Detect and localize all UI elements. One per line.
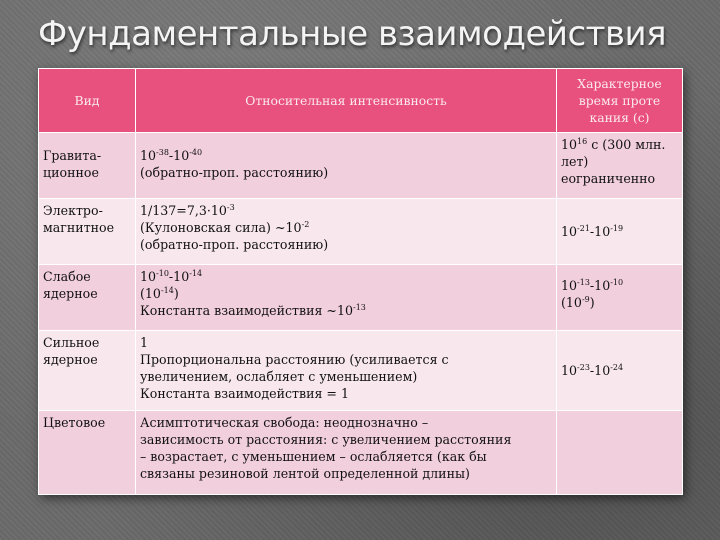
time-cell xyxy=(557,331,683,411)
time-cell xyxy=(557,199,683,265)
intensity-line: связаны резиновой лентой определенной длины) xyxy=(140,466,470,481)
kind-cell xyxy=(39,133,136,199)
intensity-cell xyxy=(136,199,557,265)
time-cell xyxy=(557,133,683,199)
intensity-cell xyxy=(136,133,557,199)
interactions-table xyxy=(38,68,683,495)
header-time-line: время проте xyxy=(578,93,661,108)
table-row xyxy=(39,199,683,265)
time-line: $10^{16}$ с (300 млн. xyxy=(561,137,666,152)
table-header-row xyxy=(39,69,683,133)
time-line: $10^{-23}-10^{-24}$ xyxy=(561,363,624,378)
kind-line: Гравита- xyxy=(43,148,102,163)
table-row xyxy=(39,265,683,331)
time-line: $10^{-13}-10^{-10}$ xyxy=(561,278,624,293)
time-line: $(10^{-9})$ xyxy=(561,295,595,310)
kind-cell xyxy=(39,411,136,495)
intensity-line: – возрастает, с уменьшением – ослабляется (как бы xyxy=(140,449,487,464)
time-cell xyxy=(557,411,683,495)
intensity-line: (обратно-проп. расстоянию) xyxy=(140,237,329,252)
intensity-cell xyxy=(136,411,557,495)
intensity-line: (обратно-проп. расстоянию) xyxy=(140,165,329,180)
table-row xyxy=(39,331,683,411)
kind-line: ционное xyxy=(43,165,99,180)
intensity-line: 1 xyxy=(140,335,149,350)
header-time-line: кания (с) xyxy=(589,110,650,125)
table-row xyxy=(39,411,683,495)
header-time xyxy=(557,69,683,133)
kind-line: ядерное xyxy=(43,352,98,367)
header-time-line: Характерное xyxy=(577,76,662,91)
intensity-cell xyxy=(136,331,557,411)
intensity-line: $10^{-38}-10^{-40}$ xyxy=(140,148,203,163)
intensity-line: (Кулоновская сила) $\sim 10^{-2}$ xyxy=(140,220,310,235)
intensity-line: $10^{-10}-10^{-14}$ xyxy=(140,269,203,284)
intensity-line: Асимптотическая свобода: неоднозначно – xyxy=(140,415,429,430)
intensity-cell xyxy=(136,265,557,331)
kind-line: Сильное xyxy=(43,335,100,350)
time-line: $10^{-21}-10^{-19}$ xyxy=(561,224,624,239)
time-line: еограниченно xyxy=(561,171,656,186)
kind-line: Цветовое xyxy=(43,415,106,430)
kind-line: Электро- xyxy=(43,203,103,218)
table-row xyxy=(39,133,683,199)
intensity-line: Константа взаимодействия = 1 xyxy=(140,386,349,401)
time-cell xyxy=(557,265,683,331)
slide-title: Фундаментальные взаимодействия xyxy=(38,14,667,54)
interactions-table-frame xyxy=(38,68,682,494)
intensity-line: Константа взаимодействия $\sim 10^{-13}$ xyxy=(140,303,366,318)
intensity-line: Пропорциональна расстоянию (усиливается с xyxy=(140,352,449,367)
intensity-line: $(10^{-14})$ xyxy=(140,286,179,301)
intensity-line: увеличением, ослабляет с уменьшением) xyxy=(140,369,418,384)
intensity-line: $1/137=7,3\cdot 10^{-3}$ xyxy=(140,203,235,218)
kind-cell xyxy=(39,265,136,331)
kind-line: Слабое xyxy=(43,269,91,284)
header-kind: Вид xyxy=(39,69,136,133)
kind-line: магнитное xyxy=(43,220,115,235)
kind-line: ядерное xyxy=(43,286,98,301)
intensity-line: зависимость от расстояния: с увеличением расстояния xyxy=(140,432,512,447)
kind-cell xyxy=(39,331,136,411)
header-intensity: Относительная интенсивность xyxy=(136,69,557,133)
kind-cell xyxy=(39,199,136,265)
time-line: лет) xyxy=(561,154,589,169)
